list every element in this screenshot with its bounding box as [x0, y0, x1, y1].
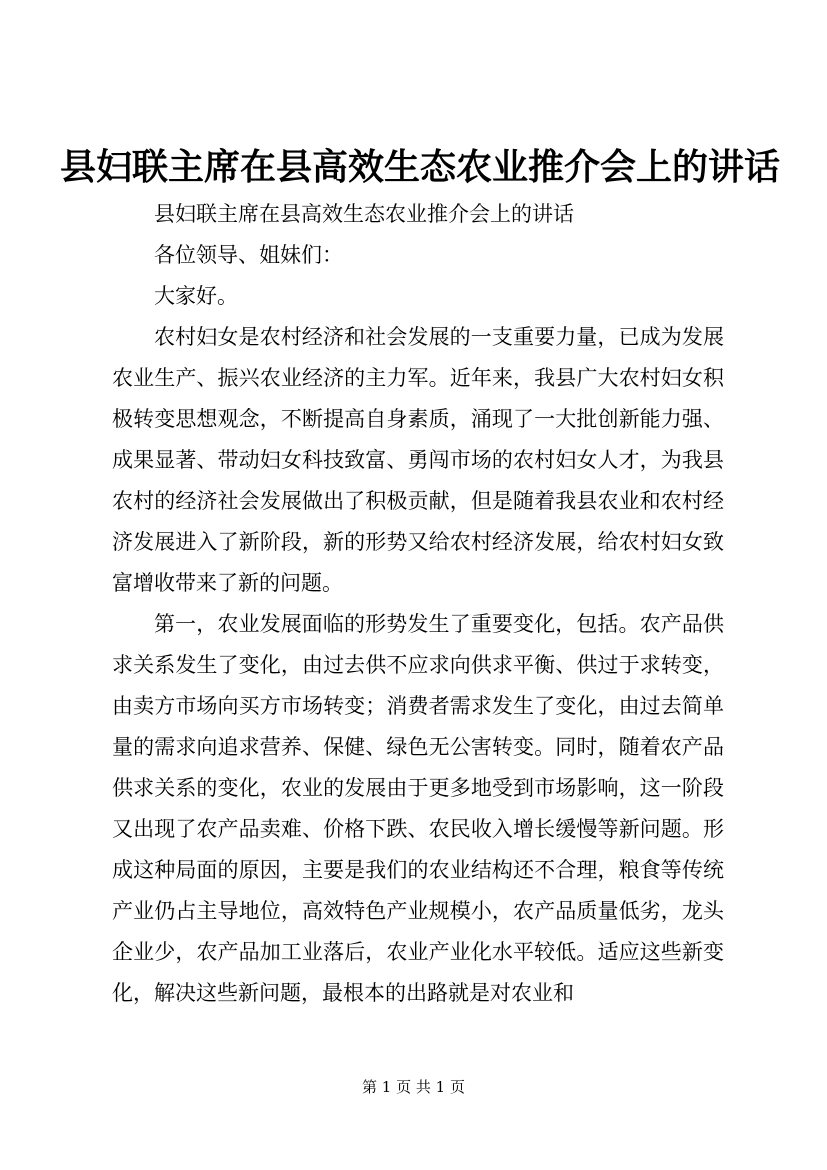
document-title: 县妇联主席在县高效生态农业推介会上的讲话 [60, 146, 781, 188]
document-body [112, 194, 724, 1014]
salutation-paragraph: 各位领导、姐妹们： [154, 243, 343, 267]
body-paragraph: 第一，农业发展面临的形势发生了重要变化，包括。农产品供求关系发生了变化，由过去供不应求向供求平衡、供过于求转变，由卖方市场向买方市场转变；消费者需求发生了变化，由过去简单量的需求向追求营养、保健、绿色无公害转变。同时，随着农产品供求关系的变化，农业的发展由于更多地受到市场影响，这一阶段又出现了农产品卖难、价格下跌、农民收入增长缓慢等新问题。形成这种局面的原因，主要是我们的农业结构还不合理，粮食等传统产业仍占主导地位，高效特色产业规模小，农产品质量低劣，龙头企业少，农产品加工业落后，农业产业化水平较低。适应这些新变化，解决这些新问题，最根本的出路就是对农业和 [112, 612, 724, 1005]
greeting-paragraph: 大家好。 [154, 284, 238, 308]
page-footer: 第 1 页 共 1 页 [362, 1078, 465, 1096]
body-paragraph: 农村妇女是农村经济和社会发展的一支重要力量，已成为发展农业生产、振兴农业经济的主力军。近年来，我县广大农村妇女积极转变思想观念，不断提高自身素质，涌现了一大批创新能力强、成果显著、带动妇女科技致富、勇闯市场的农村妇女人才，为我县农村的经济社会发展做出了积极贡献，但是随着我县农业和农村经济发展进入了新阶段，新的形势又给农村经济发展，给农村妇女致富增收带来了新的问题。 [112, 325, 724, 595]
subtitle-paragraph: 县妇联主席在县高效生态农业推介会上的讲话 [154, 202, 574, 226]
